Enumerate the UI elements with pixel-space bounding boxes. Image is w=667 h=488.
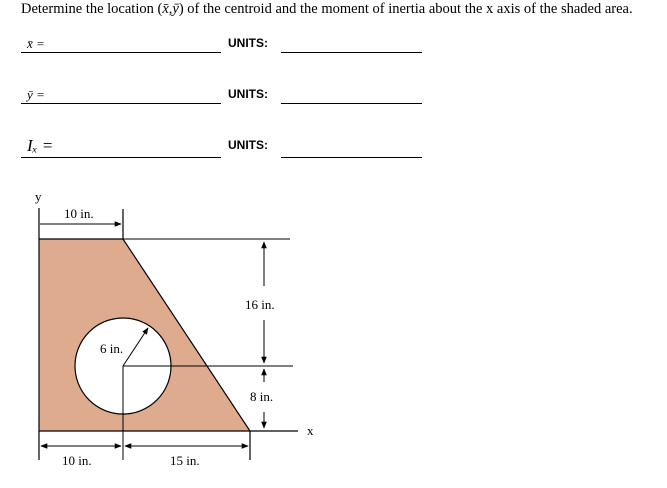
shaded-area <box>39 239 250 431</box>
top-width-label: 10 in. <box>64 206 94 221</box>
prompt-comma: , <box>168 1 173 17</box>
x-axis-label: x <box>307 423 314 438</box>
bottom-left-label: 10 in. <box>62 453 92 468</box>
y-axis-label: y <box>35 189 42 204</box>
xbar-units-label: UNITS: <box>228 36 268 50</box>
ybar-symbol: ȳ <box>172 1 179 17</box>
ix-units-label: UNITS: <box>228 138 268 152</box>
xbar-label: x̄ = <box>27 36 45 51</box>
lower-height-label: 8 in. <box>250 389 274 404</box>
upper-height-label: 16 in. <box>245 297 275 312</box>
hole-diameter-arrow <box>123 328 148 366</box>
hole-diameter-label: 6 in. <box>100 341 124 356</box>
ybar-units-label: UNITS: <box>228 87 268 101</box>
bottom-right-label: 15 in. <box>170 453 200 468</box>
xbar-symbol: x̄ <box>162 1 169 17</box>
ix-label: Iₓ = <box>27 136 54 155</box>
prompt-before: Determine the location ( <box>21 1 163 17</box>
prompt-after: ) of the centroid and the moment of inertia about the x axis of the shaded area. <box>178 1 633 17</box>
ybar-label: ȳ = <box>27 87 45 102</box>
